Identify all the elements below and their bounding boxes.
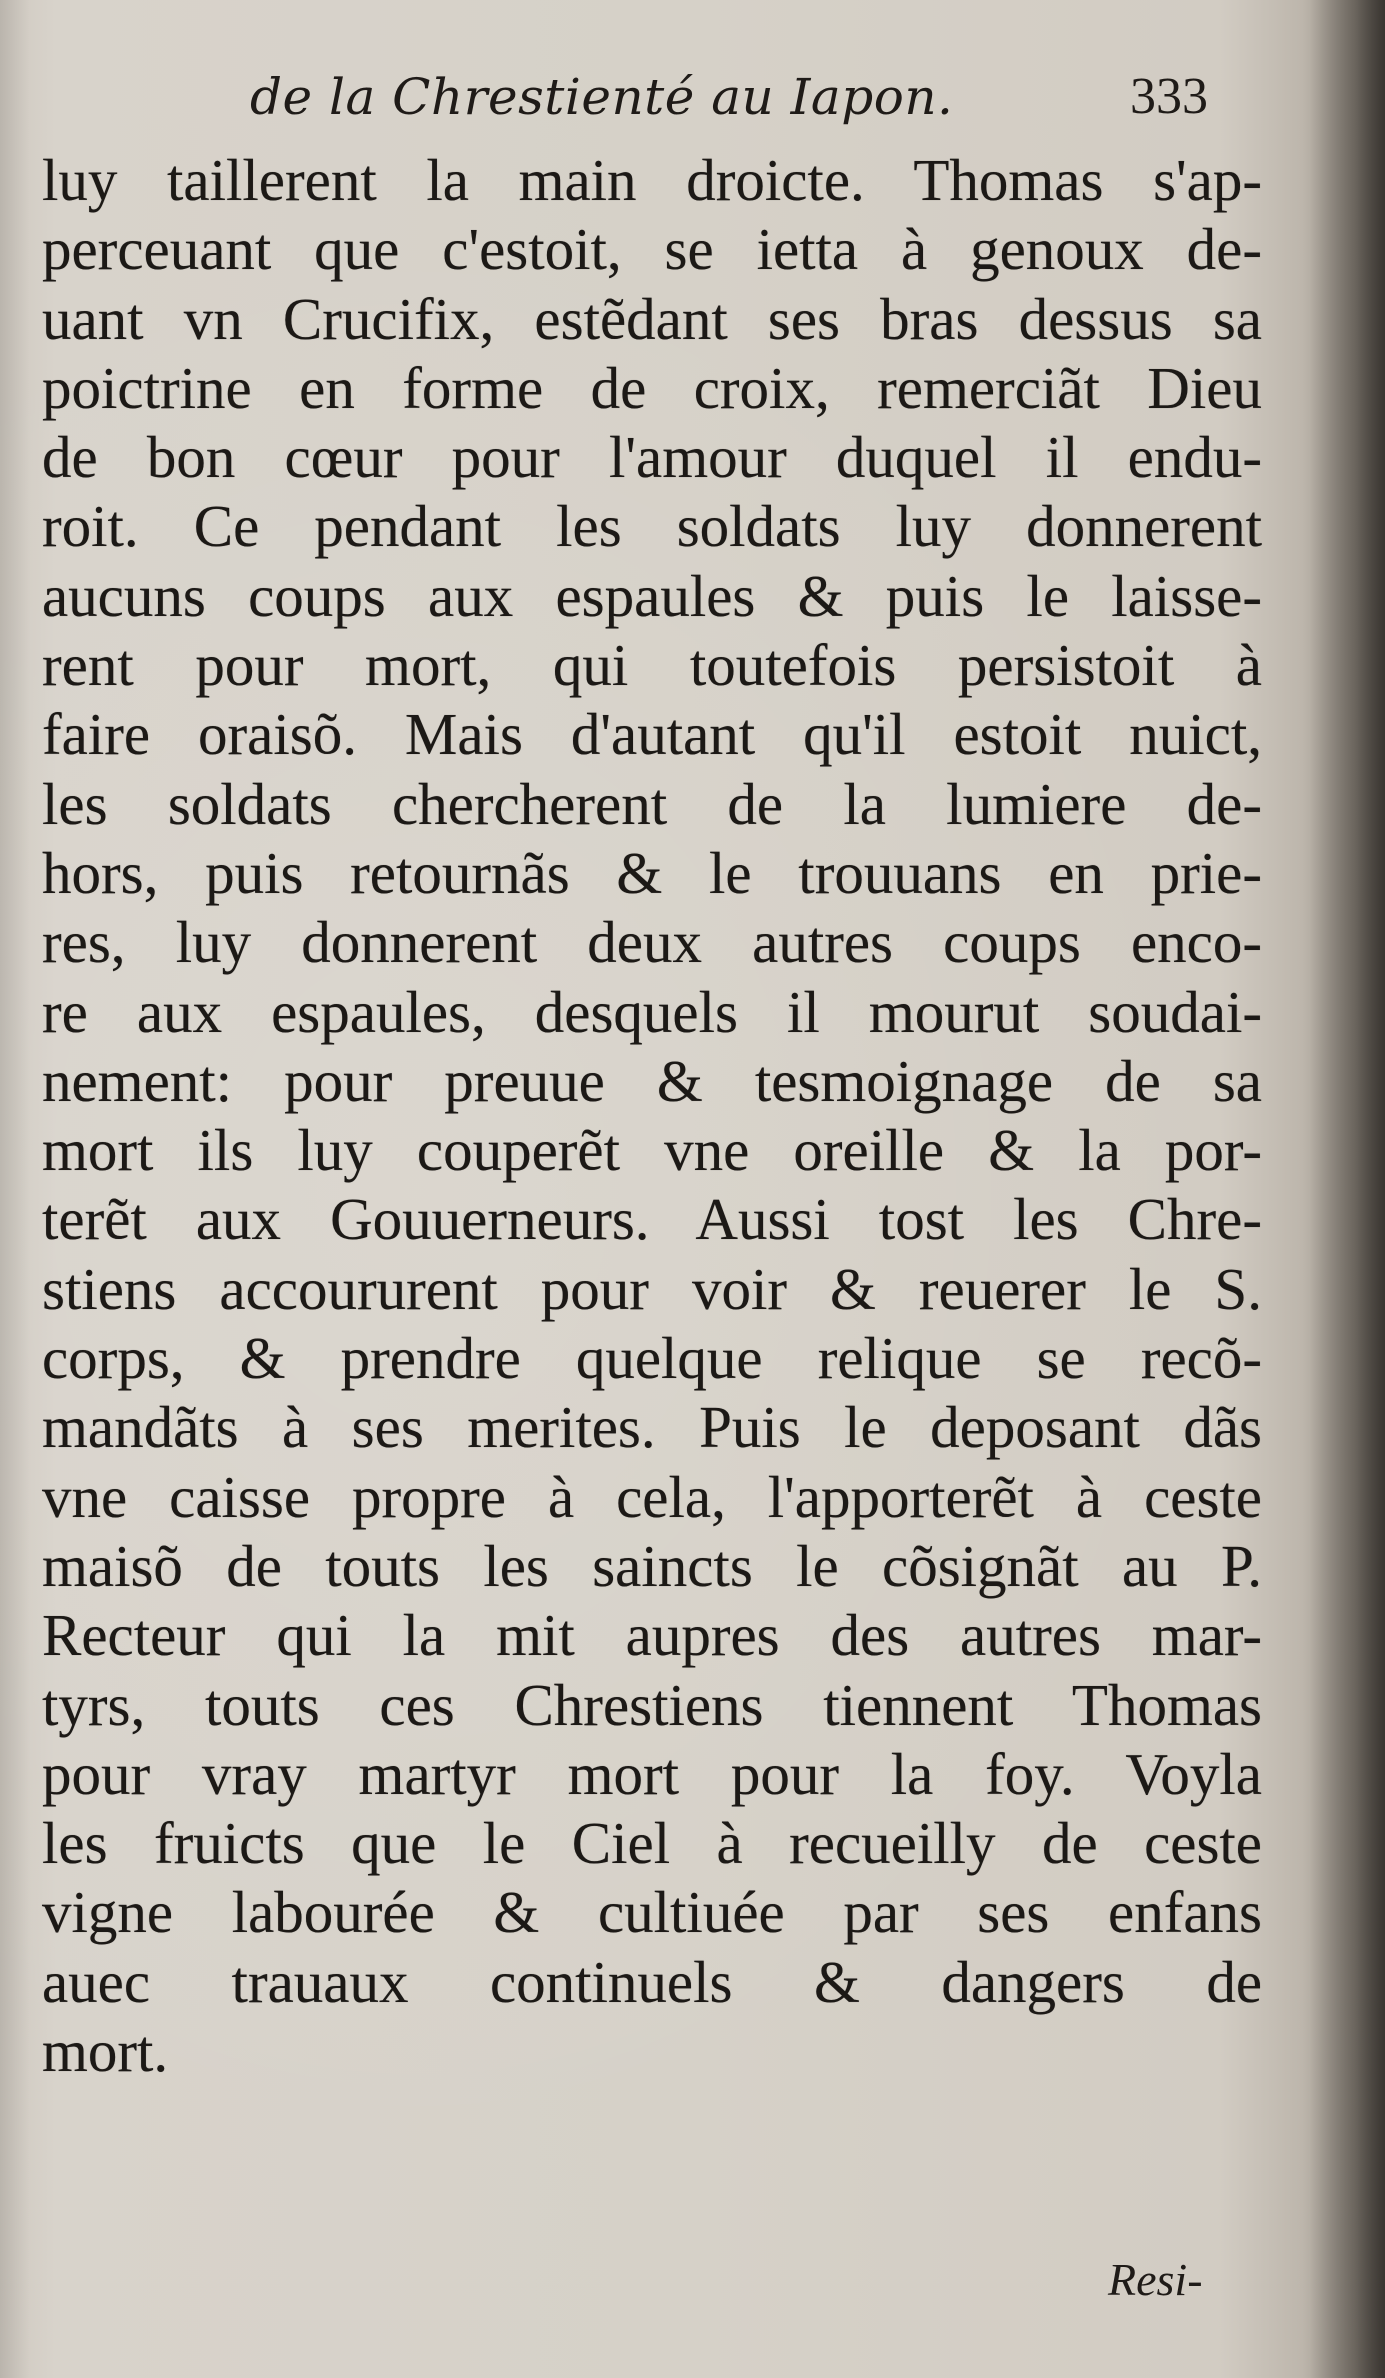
text-line: auec trauaux continuels & dangers de [42, 1948, 1262, 2015]
text-line: maisõ de touts les saincts le cõsignãt au P. [42, 1532, 1262, 1599]
text-line: pour vray martyr mort pour la foy. Voyla [42, 1740, 1262, 1807]
text-line: mort ils luy couperẽt vne oreille & la por- [42, 1117, 1262, 1184]
text-line: faire oraisõ. Mais d'autant qu'il estoit nuict, [42, 701, 1262, 768]
text-line: perceuant que c'estoit, se ietta à genoux de- [42, 216, 1262, 283]
text-line: Recteur qui la mit aupres des autres mar- [42, 1602, 1262, 1669]
text-line: terẽt aux Gouuerneurs. Aussi tost les Chre- [42, 1186, 1262, 1253]
text-line: tyrs, touts ces Chrestiens tiennent Thomas [42, 1671, 1262, 1738]
text-line: uant vn Crucifix, estẽdant ses bras dessus sa [42, 285, 1262, 352]
text-line: mandãts à ses merites. Puis le deposant dãs [42, 1394, 1262, 1461]
text-line: aucuns coups aux espaules & puis le laisse- [42, 562, 1262, 629]
running-head: de la Chrestienté au Iapon. [250, 68, 954, 126]
page-header [0, 62, 1385, 132]
text-line: les soldats chercherent de la lumiere de- [42, 770, 1262, 837]
body-text [42, 146, 1262, 2086]
text-line: roit. Ce pendant les soldats luy donnerent [42, 493, 1262, 560]
text-line: vigne labourée & cultiuée par ses enfans [42, 1879, 1262, 1946]
text-line: vne caisse propre à cela, l'apporterẽt à ceste [42, 1463, 1262, 1530]
text-line: les fruicts que le Ciel à recueilly de ceste [42, 1810, 1262, 1877]
page-number: 333 [1130, 68, 1208, 125]
text-line: rent pour mort, qui toutefois persistoit à [42, 632, 1262, 699]
text-line: corps, & prendre quelque relique se recõ- [42, 1325, 1262, 1392]
text-line: re aux espaules, desquels il mourut soudai- [42, 978, 1262, 1045]
text-line: de bon cœur pour l'amour duquel il endu- [42, 424, 1262, 491]
text-line: nement: pour preuue & tesmoignage de sa [42, 1047, 1262, 1114]
text-line: luy taillerent la main droicte. Thomas s'ap- [42, 147, 1262, 213]
text-line: poictrine en forme de croix, remerciãt Dieu [42, 354, 1262, 421]
catchword: Resi- [1108, 2254, 1203, 2305]
text-line: hors, puis retournãs & le trouuans en prie- [42, 839, 1262, 906]
text-line: res, luy donnerent deux autres coups enco- [42, 909, 1262, 976]
text-line: stiens accoururent pour voir & reuerer le S. [42, 1255, 1262, 1322]
text-line-last: mort. [42, 2018, 169, 2085]
